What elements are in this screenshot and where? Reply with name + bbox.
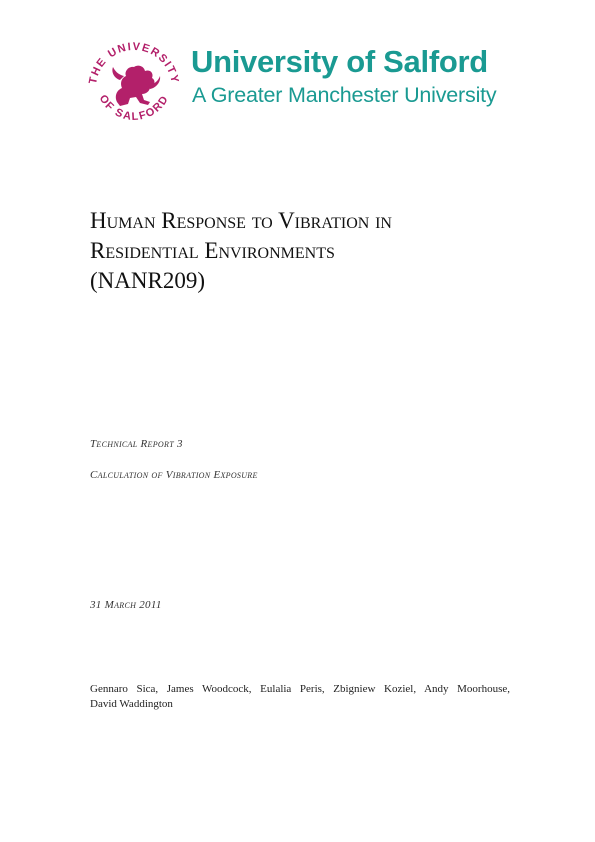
- seal-text-top: THE UNIVERSITY: [87, 40, 181, 86]
- svg-text:OF SALFORD: [97, 93, 172, 123]
- seal-text-bottom: OF SALFORD: [96, 92, 172, 124]
- publication-date: 31 March 2011: [90, 599, 162, 611]
- brand-name: University of Salford: [191, 44, 488, 79]
- title-line-3: (NANR209): [90, 268, 205, 293]
- report-label: Technical Report 3: [90, 438, 183, 450]
- author-list: [90, 682, 510, 712]
- title-line-2: Residential Environments: [90, 238, 335, 263]
- university-seal-logo: [84, 36, 184, 128]
- title-line-1: Human Response to Vibration in: [90, 208, 392, 233]
- authors-line-2: David Waddington: [90, 698, 173, 710]
- authors-line-1: Gennaro Sica, James Woodcock, Eulalia Peris, Zbigniew Koziel, Andy Moorhouse,: [90, 683, 510, 695]
- report-subtitle: Calculation of Vibration Exposure: [90, 469, 258, 481]
- brand-subtitle: A Greater Manchester University: [192, 83, 497, 107]
- document-title: [90, 206, 530, 296]
- lion-icon: [112, 66, 160, 106]
- lion-seal-icon: [84, 36, 184, 128]
